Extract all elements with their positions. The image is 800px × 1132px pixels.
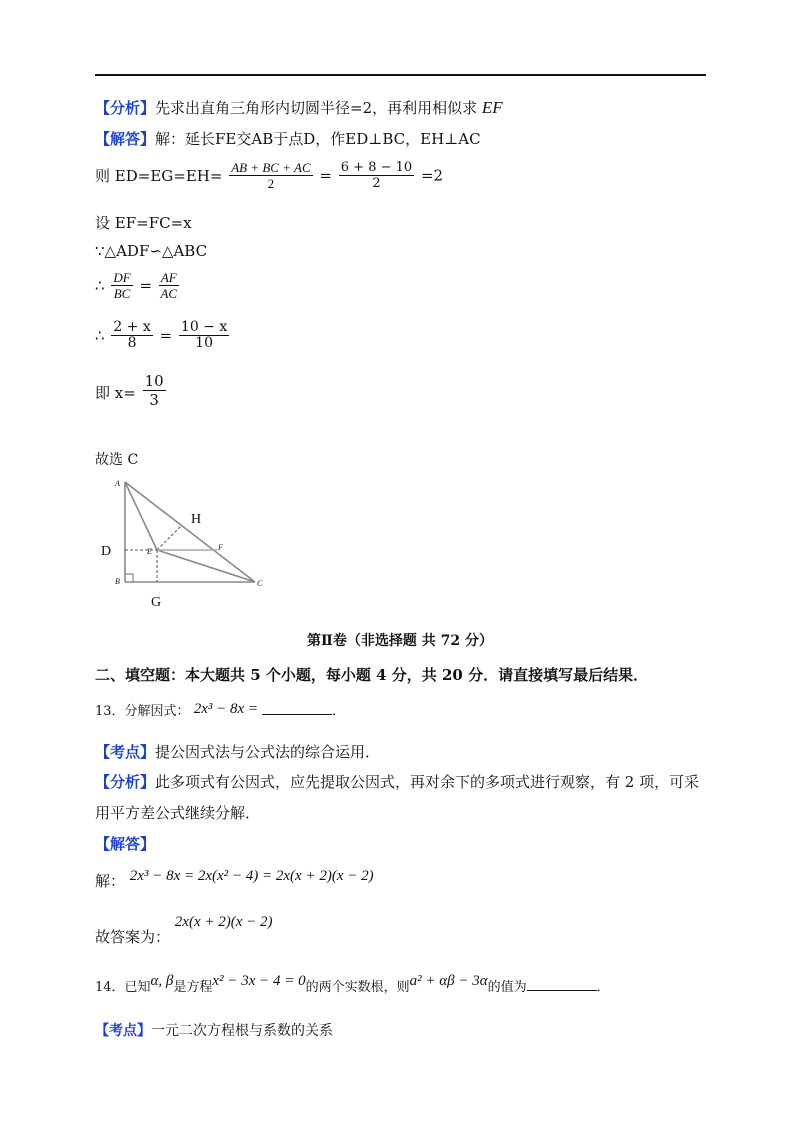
kaodian-text: 一元二次方程根与系数的关系	[151, 1023, 333, 1039]
therefore-symbol: ∴	[95, 276, 105, 295]
analysis-tag: 【分析】	[95, 773, 156, 791]
kaodian-tag: 【考点】	[95, 1023, 151, 1039]
frac-num: 6 + 8 − 10	[340, 160, 413, 175]
label-e: E	[147, 547, 152, 556]
q13-answer-tag: 【解答】	[95, 835, 156, 853]
fraction-af-ac	[159, 270, 179, 301]
line6-prefix: 即 x=	[95, 384, 136, 402]
analysis-math: EF	[481, 98, 503, 117]
frac-den: 10	[195, 335, 213, 351]
frac-num: 10 − x	[180, 319, 228, 335]
frac-den: AC	[160, 286, 178, 301]
label-c: C	[257, 579, 263, 588]
line1-suffix: =2	[420, 166, 444, 185]
final-prefix: 故答案为：	[95, 928, 171, 946]
part2-title: 第Ⅱ卷（非选择题 共 72 分）	[307, 633, 493, 649]
solution-expression: 2x³ − 8x = 2x(x² − 4) = 2x(x + 2)(x − 2)	[129, 868, 374, 884]
q14-expression: a² + αβ − 3α	[409, 973, 488, 989]
analysis-text: 先求出直角三角形内切圆半径=2，再利用相似求	[155, 99, 478, 117]
label-h: H	[191, 512, 202, 527]
q14-mid3: 的值为	[487, 980, 527, 995]
answer-tag: 【解答】	[95, 130, 156, 148]
section-heading: 二、填空题：本大题共 5 个小题，每小题 4 分，共 20 分．请直接填写最后结果．	[95, 666, 649, 684]
answer-blank	[262, 714, 332, 715]
q14-kaodian	[95, 1020, 333, 1040]
q14-equation: x² − 3x − 4 = 0	[212, 973, 306, 989]
analysis-line1: 此多项式有公因式，应先提取公因式，再对余下的多项式进行观察，有 2 项，可采	[155, 773, 700, 791]
frac-num: 10	[144, 372, 164, 390]
geometry-figure	[95, 470, 285, 610]
segment-ae	[125, 482, 157, 550]
label-d: D	[101, 544, 112, 559]
q13-question	[95, 700, 345, 719]
label-f: F	[218, 543, 223, 552]
fraction-2px-8	[111, 320, 152, 351]
fraction-10-3	[143, 372, 166, 409]
equals: =	[139, 276, 153, 295]
answer-text: 解：延长FE交AB于点D，作ED⊥BC，EH⊥AC	[155, 130, 481, 148]
q13-label: 13．分解因式：	[95, 704, 190, 719]
frac-num: AF	[160, 270, 177, 285]
label-a: A	[115, 479, 120, 488]
label-g: G	[151, 595, 162, 610]
frac-den: 2	[267, 176, 275, 191]
segment-ac	[125, 482, 255, 582]
label-b: B	[115, 577, 120, 586]
q14-end: ．	[596, 980, 610, 995]
equals: =	[319, 166, 332, 185]
q14-label: 14．已知	[95, 980, 151, 995]
q14-question	[95, 973, 610, 995]
frac-num: DF	[113, 270, 131, 285]
q14-roots: α, β	[150, 973, 174, 989]
q13-kaodian	[95, 741, 380, 762]
q12-line5	[95, 320, 231, 351]
frac-den: 2	[372, 176, 381, 191]
therefore-symbol: ∴	[95, 326, 105, 345]
q13-expression: 2x³ − 8x =	[193, 701, 258, 717]
q12-answer-line	[95, 128, 481, 149]
kaodian-text: 提公因式法与公式法的综合运用．	[155, 743, 381, 761]
frac-den: BC	[113, 286, 131, 301]
q12-choice: 故选 C	[95, 452, 139, 468]
q12-line2: 设 EF=FC=x	[95, 214, 192, 232]
q12-analysis-line	[95, 97, 503, 118]
fraction-values	[339, 160, 414, 191]
q12-line1	[95, 160, 443, 191]
q12-line4	[95, 270, 181, 301]
right-angle-marker	[125, 574, 133, 582]
frac-den: 8	[127, 335, 137, 351]
frac-den: 3	[149, 391, 159, 409]
header-rule	[95, 74, 706, 76]
fraction-10mx-10	[179, 320, 229, 351]
q13-solution	[95, 866, 374, 891]
q14-mid2: 的两个实数根，则	[305, 980, 410, 995]
q14-mid1: 是方程	[173, 980, 213, 995]
frac-num: AB + BC + AC	[231, 160, 311, 175]
line1-prefix: 则 ED=EG=EH=	[95, 167, 223, 185]
segment-ec	[157, 550, 255, 582]
q13-end: ．	[332, 704, 346, 719]
q12-line3: ∵△ADF∽△ABC	[95, 242, 208, 260]
equals: =	[159, 326, 173, 345]
fraction-perimeter	[229, 160, 312, 191]
q13-analysis	[95, 771, 699, 792]
answer-blank	[527, 990, 597, 991]
q12-line6	[95, 372, 168, 409]
final-expression: 2x(x + 2)(x − 2)	[174, 914, 273, 930]
fraction-df-bc	[111, 270, 132, 301]
q13-final	[95, 912, 273, 947]
kaodian-tag: 【考点】	[95, 743, 156, 761]
solution-prefix: 解：	[95, 872, 126, 890]
frac-num: 2 + x	[113, 319, 151, 335]
analysis-tag: 【分析】	[95, 99, 156, 117]
q13-analysis-cont: 用平方差公式继续分解．	[95, 804, 261, 822]
dashed-eh	[157, 526, 181, 550]
